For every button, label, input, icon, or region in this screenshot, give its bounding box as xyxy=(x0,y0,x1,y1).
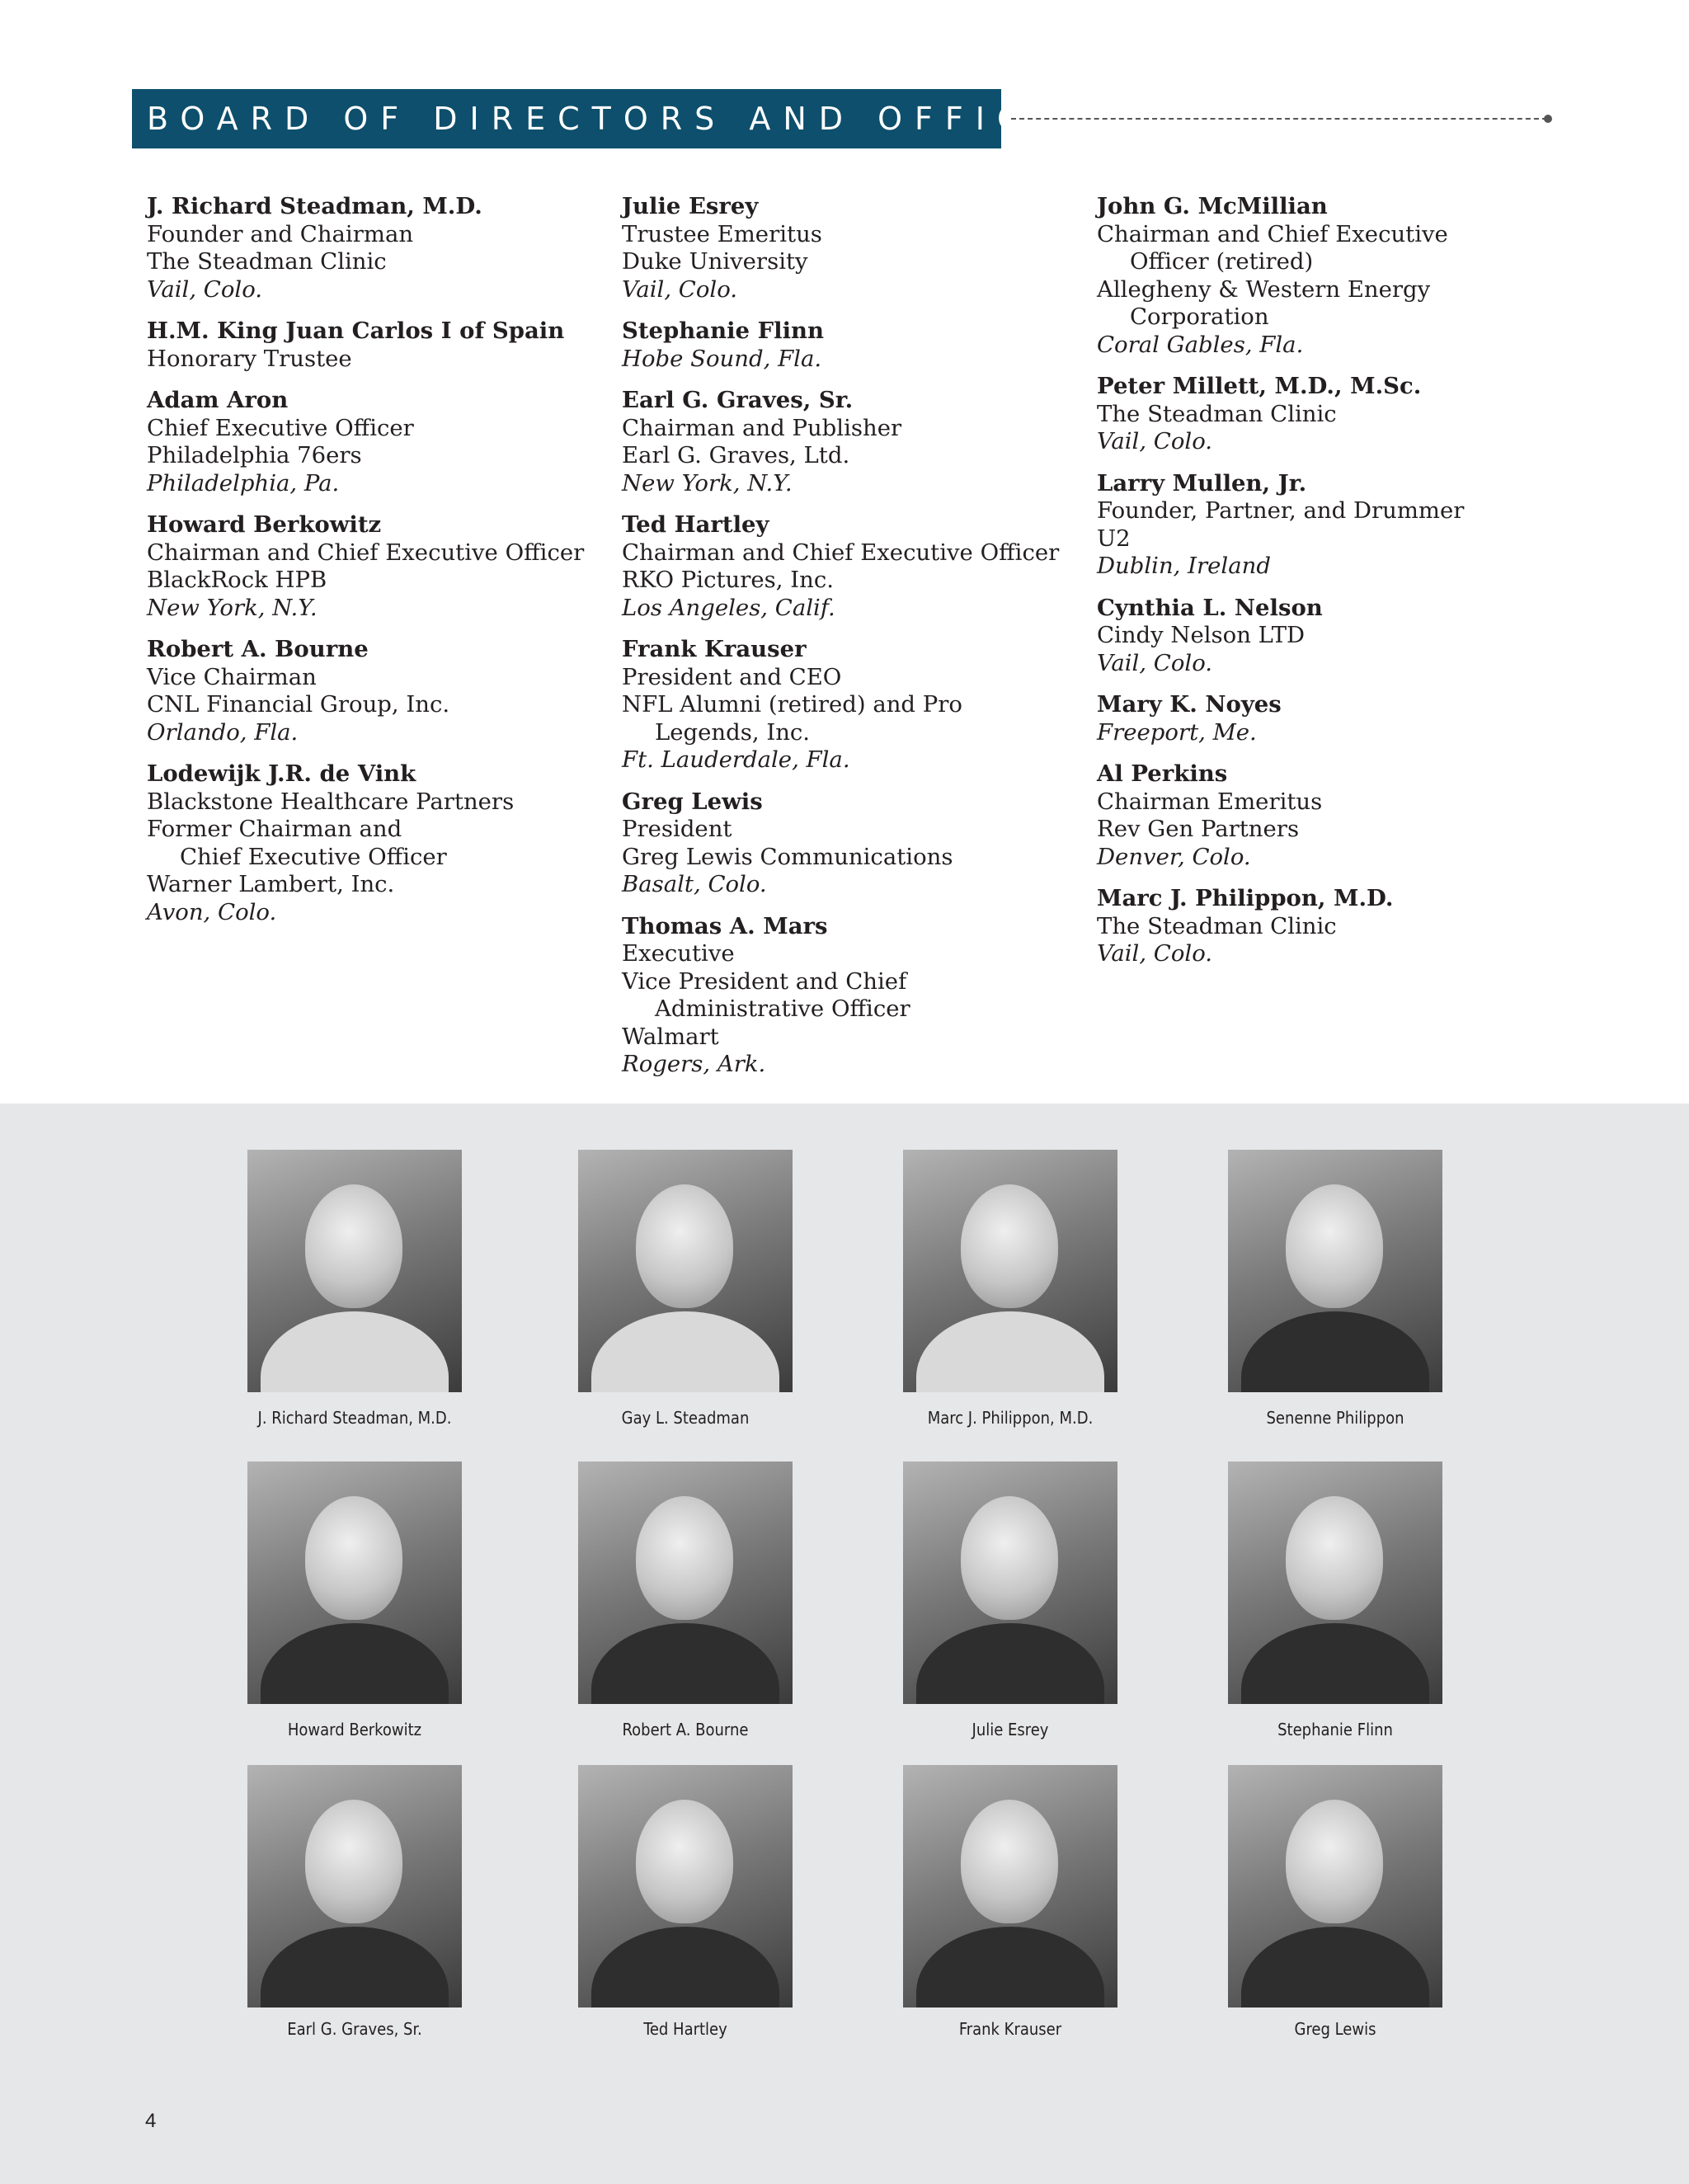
director-title-line: Legends, Inc. xyxy=(655,718,811,746)
portrait-caption: Marc J. Philippon, M.D. xyxy=(927,1408,1094,1428)
director-title-line: Chairman and Publisher xyxy=(622,414,902,441)
portrait-face xyxy=(636,1800,733,1923)
director-title-line: President xyxy=(622,816,732,842)
director-entry xyxy=(147,636,609,746)
portrait-shoulders xyxy=(261,1623,449,1704)
director-entry xyxy=(147,318,609,373)
director-title-line: Chairman and Chief Executive Officer xyxy=(622,539,1060,566)
director-title-line: Administrative Officer xyxy=(655,996,910,1022)
portrait-shoulders xyxy=(261,1311,449,1392)
director-name: Ted Hartley xyxy=(622,511,769,538)
director-title-line: Founder, Partner, and Drummer xyxy=(1097,497,1465,524)
director-entry xyxy=(1097,470,1559,581)
director-entry xyxy=(622,193,1084,304)
directors-column-3 xyxy=(1097,193,1559,982)
director-title-line: Duke University xyxy=(622,248,808,275)
director-entry xyxy=(622,387,1084,497)
director-title-line: Chief Executive Officer xyxy=(147,414,414,441)
director-entry xyxy=(1097,193,1559,359)
directors-column-2 xyxy=(622,193,1084,1093)
portrait-photo xyxy=(903,1765,1117,2007)
portrait-caption: Ted Hartley xyxy=(643,2019,727,2039)
director-location: Freeport, Me. xyxy=(1097,718,1257,746)
director-location: Avon, Colo. xyxy=(147,898,277,925)
director-title-line: Corporation xyxy=(1130,304,1269,330)
portrait-shoulders xyxy=(916,1927,1104,2007)
portrait-shoulders xyxy=(1241,1311,1429,1392)
portrait-shoulders xyxy=(591,1623,779,1704)
portrait-photo xyxy=(578,1150,793,1392)
portrait-face xyxy=(636,1496,733,1620)
director-name: Julie Esrey xyxy=(622,193,759,219)
portrait-caption: Howard Berkowitz xyxy=(287,1720,422,1739)
portrait-shoulders xyxy=(1241,1623,1429,1704)
portrait-face xyxy=(305,1800,402,1923)
director-location: Orlando, Fla. xyxy=(147,718,299,746)
director-location: Vail, Colo. xyxy=(1097,428,1213,454)
director-location: Ft. Lauderdale, Fla. xyxy=(622,746,850,773)
director-title-line: Former Chairman and xyxy=(147,816,402,842)
rule-end-dot xyxy=(1544,115,1552,123)
director-entry xyxy=(147,387,609,497)
portrait-caption: Gay L. Steadman xyxy=(621,1408,750,1428)
director-entry xyxy=(622,788,1084,899)
director-entry xyxy=(147,511,609,622)
director-title-line: Chairman and Chief Executive Officer xyxy=(147,539,585,566)
portrait-photo xyxy=(1228,1765,1442,2007)
director-title-line: Chief Executive Officer xyxy=(180,843,447,870)
director-name: Peter Millett, M.D., M.Sc. xyxy=(1097,373,1422,399)
portrait-photo xyxy=(1228,1150,1442,1392)
director-location: New York, N.Y. xyxy=(147,594,318,621)
director-name: Larry Mullen, Jr. xyxy=(1097,469,1307,497)
director-title-line: Trustee Emeritus xyxy=(622,220,822,247)
director-location: Hobe Sound, Fla. xyxy=(622,345,822,372)
director-location: Vail, Colo. xyxy=(1097,649,1213,676)
director-entry xyxy=(1097,373,1559,456)
director-title-line: NFL Alumni (retired) and Pro xyxy=(622,691,962,718)
portrait-caption: Senenne Philippon xyxy=(1266,1408,1404,1428)
director-title-line: Officer (retired) xyxy=(1130,248,1314,275)
portrait-shoulders xyxy=(591,1927,779,2007)
director-name: Lodewijk J.R. de Vink xyxy=(147,760,416,787)
director-title-line: The Steadman Clinic xyxy=(1097,912,1337,939)
portrait-shoulders xyxy=(591,1311,779,1392)
portrait-photo xyxy=(578,1461,793,1704)
portrait-face xyxy=(305,1184,402,1308)
director-location: Los Angeles, Calif. xyxy=(622,594,835,621)
director-title-line: Vice Chairman xyxy=(147,663,317,690)
director-title-line: Honorary Trustee xyxy=(147,345,352,372)
director-title-line: RKO Pictures, Inc. xyxy=(622,567,834,593)
portrait-photo xyxy=(247,1150,462,1392)
page-number: 4 xyxy=(145,2110,157,2132)
director-location: Philadelphia, Pa. xyxy=(147,469,340,497)
director-name: Frank Krauser xyxy=(622,636,807,662)
director-title-line: CNL Financial Group, Inc. xyxy=(147,691,450,718)
portrait-photo xyxy=(247,1461,462,1704)
director-title-line: Greg Lewis Communications xyxy=(622,843,953,870)
portrait-caption: Stephanie Flinn xyxy=(1277,1720,1393,1739)
portrait-caption: Earl G. Graves, Sr. xyxy=(287,2019,422,2039)
director-name: Al Perkins xyxy=(1097,760,1228,787)
portrait-photo xyxy=(903,1150,1117,1392)
director-entry xyxy=(1097,595,1559,678)
director-entry xyxy=(622,913,1084,1079)
directors-column-1 xyxy=(147,193,609,940)
portrait-photo xyxy=(903,1461,1117,1704)
director-name: Stephanie Flinn xyxy=(622,318,825,344)
director-entry xyxy=(1097,760,1559,871)
director-entry xyxy=(1097,885,1559,968)
portrait-caption: Robert A. Bourne xyxy=(622,1720,749,1739)
portrait-caption: Julie Esrey xyxy=(972,1720,1049,1739)
portrait-shoulders xyxy=(1241,1927,1429,2007)
director-location: Vail, Colo. xyxy=(622,275,738,303)
director-location: New York, N.Y. xyxy=(622,469,793,497)
portrait-face xyxy=(1286,1496,1383,1620)
director-name: Mary K. Noyes xyxy=(1097,691,1282,718)
director-title-line: U2 xyxy=(1097,525,1131,552)
director-name: Earl G. Graves, Sr. xyxy=(622,387,854,413)
director-title-line: BlackRock HPB xyxy=(147,567,327,593)
director-title-line: Vice President and Chief xyxy=(622,967,907,995)
director-location: Rogers, Ark. xyxy=(622,1051,766,1077)
portrait-caption: Frank Krauser xyxy=(958,2019,1062,2039)
director-title-line: Chairman Emeritus xyxy=(1097,788,1323,815)
director-title-line: Earl G. Graves, Ltd. xyxy=(622,442,850,468)
director-title-line: Allegheny & Western Energy xyxy=(1097,275,1431,303)
director-name: Howard Berkowitz xyxy=(147,511,382,538)
director-title-line: Cindy Nelson LTD xyxy=(1097,622,1306,648)
director-location: Denver, Colo. xyxy=(1097,843,1251,870)
portrait-face xyxy=(961,1800,1058,1923)
dotted-rule xyxy=(1011,118,1547,120)
portrait-caption: Greg Lewis xyxy=(1294,2019,1376,2039)
portrait-face xyxy=(961,1184,1058,1308)
portrait-face xyxy=(305,1496,402,1620)
portrait-photo xyxy=(1228,1461,1442,1704)
director-name: Marc J. Philippon, M.D. xyxy=(1097,885,1394,911)
director-title-line: Warner Lambert, Inc. xyxy=(147,871,395,897)
director-name: J. Richard Steadman, M.D. xyxy=(147,193,482,219)
director-title-line: Rev Gen Partners xyxy=(1097,816,1300,842)
section-title: BOARD OF DIRECTORS AND OFFICERS xyxy=(132,89,1001,148)
portrait-caption: J. Richard Steadman, M.D. xyxy=(257,1408,452,1428)
portrait-face xyxy=(1286,1184,1383,1308)
portrait-shoulders xyxy=(261,1927,449,2007)
director-name: John G. McMillian xyxy=(1097,193,1328,219)
director-location: Coral Gables, Fla. xyxy=(1097,331,1304,358)
director-location: Vail, Colo. xyxy=(1097,940,1213,967)
portrait-face xyxy=(961,1496,1058,1620)
director-entry xyxy=(622,636,1084,774)
director-title-line: Executive xyxy=(622,940,735,967)
director-location: Vail, Colo. xyxy=(147,275,263,303)
director-title-line: Walmart xyxy=(622,1023,719,1050)
director-title-line: The Steadman Clinic xyxy=(147,248,387,275)
director-entry xyxy=(147,760,609,926)
portrait-shoulders xyxy=(916,1311,1104,1392)
portrait-face xyxy=(1286,1800,1383,1923)
director-name: Greg Lewis xyxy=(622,788,763,815)
director-title-line: The Steadman Clinic xyxy=(1097,400,1337,427)
director-entry xyxy=(622,318,1084,373)
director-name: Thomas A. Mars xyxy=(622,912,828,939)
portrait-face xyxy=(636,1184,733,1308)
director-location: Basalt, Colo. xyxy=(622,871,767,897)
director-name: Cynthia L. Nelson xyxy=(1097,594,1323,621)
director-name: H.M. King Juan Carlos I of Spain xyxy=(147,318,565,344)
director-title-line: Blackstone Healthcare Partners xyxy=(147,788,515,815)
director-entry xyxy=(622,511,1084,622)
director-location: Dublin, Ireland xyxy=(1097,553,1271,579)
director-title-line: Founder and Chairman xyxy=(147,220,414,247)
portrait-photo xyxy=(247,1765,462,2007)
portrait-gallery xyxy=(0,1104,1689,2184)
portrait-photo xyxy=(578,1765,793,2007)
director-title-line: President and CEO xyxy=(622,663,842,690)
portrait-shoulders xyxy=(916,1623,1104,1704)
director-entry xyxy=(1097,691,1559,746)
director-title-line: Philadelphia 76ers xyxy=(147,442,362,468)
director-entry xyxy=(147,193,609,304)
director-name: Robert A. Bourne xyxy=(147,636,369,662)
director-name: Adam Aron xyxy=(147,387,289,413)
director-title-line: Chairman and Chief Executive xyxy=(1097,220,1448,247)
